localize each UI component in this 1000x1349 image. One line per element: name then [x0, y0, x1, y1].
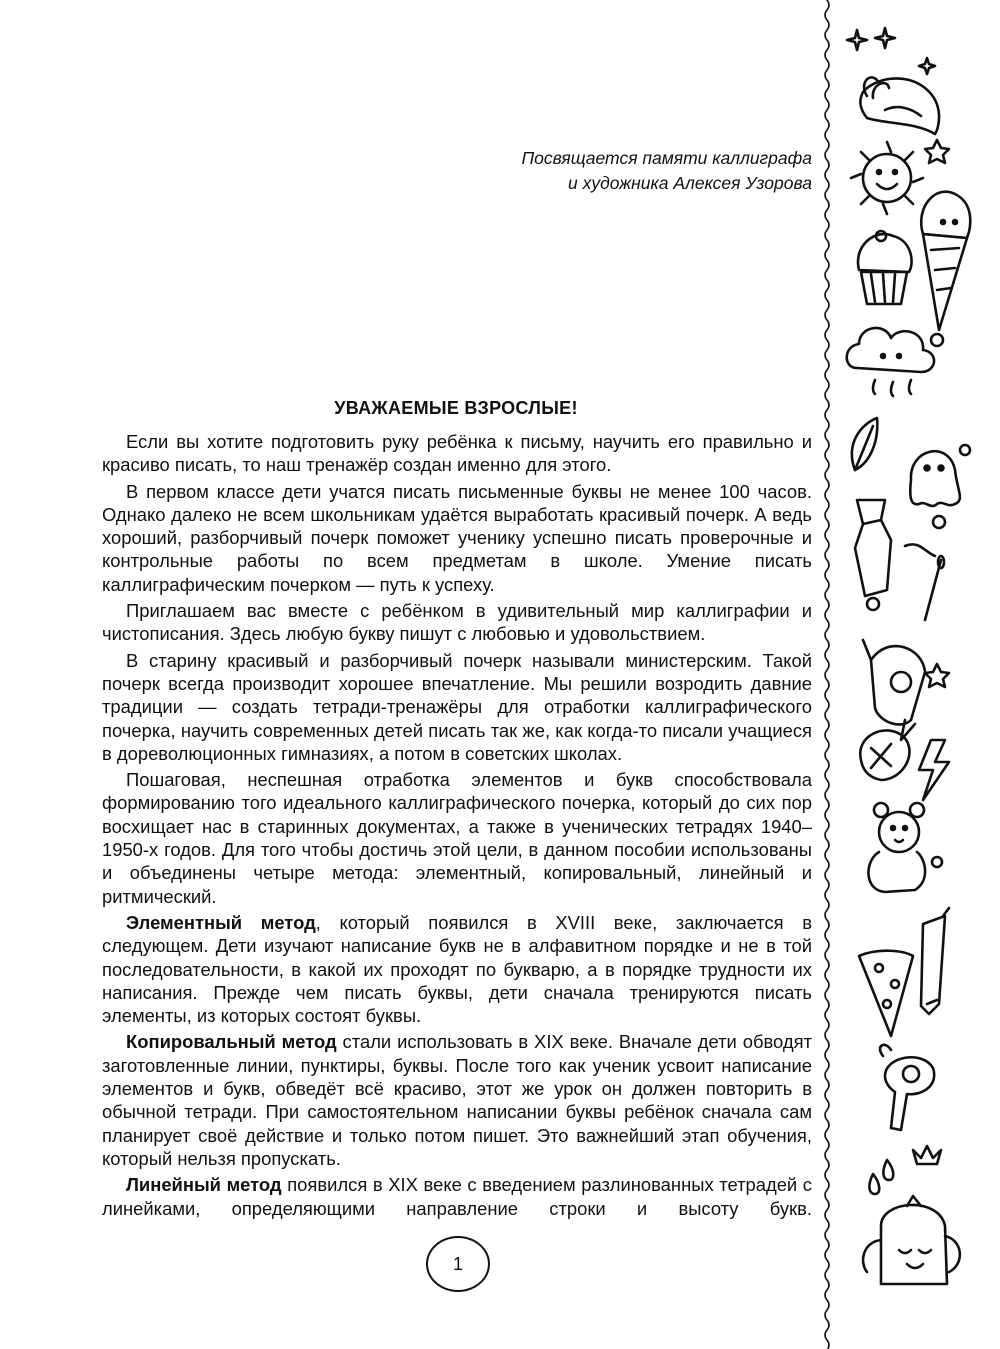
hair-dryer-icon [880, 1045, 934, 1130]
sun-icon [851, 142, 923, 214]
star-icon [925, 140, 949, 163]
dedication [521, 146, 812, 196]
paragraph-element-method: Элементный метод, который появился в XVIII веке, заключается в следующем. Дети изучают написание букв не в алфавитном порядке и не в той последовательности, в какой их проходят по букварю, а в порядке трудности их написания. Прежде чем писать буквы, дети сначала тренируются писать элементы, из которых состоят буквы. [102, 911, 812, 1027]
cloud-icon [847, 328, 934, 396]
ice-cream-icon [921, 192, 970, 330]
page-number: 1 [426, 1236, 490, 1292]
paragraph-1: Если вы хотите подготовить руку ребёнка к письму, научить его правильно и красиво писать, то наш тренажёр создан именно для этого. [102, 431, 812, 476]
bubble-icon [867, 598, 879, 610]
crown-icon [913, 1146, 941, 1164]
paragraph-copy-method: Копировальный метод стали использовать в XIX веке. Вначале дети обводят заготовленные линии, пунктиры, буквы. После того как ученик усвоит написание элементов и букв, обведёт всё красиво, этот же урок он должен повторить в обычной тетради. При самостоятельном написании буквы ребёнок сначала сам планирует своё действие и только потом пишет. Это важнейший этап обучения, который нельзя пропускать. [102, 1031, 812, 1169]
bubble-icon [960, 445, 970, 455]
bubble-icon [933, 516, 945, 528]
sparkle-icon [847, 28, 935, 74]
term-linear-method: Линейный метод [126, 1174, 282, 1196]
term-element-method: Элементный метод [126, 911, 316, 933]
leaf-icon [852, 418, 877, 470]
doodle-border [815, 0, 1000, 1349]
kettle-icon [863, 1196, 960, 1284]
rocket-icon [863, 640, 925, 740]
pen-icon [921, 908, 949, 1014]
bubble-icon [932, 857, 942, 867]
paint-tube-icon [855, 500, 891, 596]
dedication-line-2: и художника Алексея Узорова [567, 173, 812, 193]
paragraph-5: Пошаговая, неспешная отработка элементов и букв способствовала формированию того идеального каллиграфического почерка, который до сих пор восхищает нас в старинных документах, а также в ученических тетрадях 1940–1950-х годов. Для того чтобы достичь этой цели, в данном пособии использованы и объединены четыре метода: элементный, копировальный, линейный и ритмический. [102, 769, 812, 907]
lightning-icon [919, 740, 949, 800]
teddy-bear-icon [868, 803, 925, 892]
drops-icon [869, 1160, 893, 1194]
page-heading: УВАЖАЕМЫЕ ВЗРОСЛЫЕ! [334, 398, 578, 418]
pizza-slice-icon [859, 951, 913, 1036]
paragraph-2: В первом классе дети учатся писать письменные буквы не менее 100 часов. Однако далеко не всем школьникам удаётся выработать красивый почерк. А ведь хороший, разборчивый почерк поможет ученику успешно писать проверочные и контрольные работы по всем предметам в школе. Умение писать каллиграфическим почерком — путь к успеху. [102, 480, 812, 595]
needle-icon [905, 544, 944, 620]
star-icon [925, 664, 949, 687]
cupcake-icon [858, 231, 912, 304]
ghost-icon [910, 451, 960, 506]
paragraph-4: В старину красивый и разборчивый почерк называли министерским. Такой почерк всегда производит хорошее впечатление. Мы решили возродить давние традиции — создать тетради-тренажёры для отработки каллиграфического почерка, научить современных детей писать так же, как когда-то писали учащиеся в дореволюционных гимназиях, а потом в советских школах. [102, 649, 812, 764]
body-text [102, 430, 812, 1220]
paragraph-3: Приглашаем вас вместе с ребёнком в удивительный мир каллиграфии и чистописания. Здесь любую букву пишут с любовью и удовольствием. [102, 600, 812, 645]
beet-icon [860, 77, 939, 134]
paragraph-linear-method: Линейный метод появился в XIX веке с введением разлинованных тетрадей с линейками, определяющими направление строки и высоту букв. [102, 1174, 812, 1219]
bubble-icon [931, 334, 943, 346]
wavy-border-line [825, 0, 829, 1349]
dedication-line-1: Посвящается памяти каллиграфа [521, 148, 812, 168]
term-copy-method: Копировальный метод [126, 1031, 337, 1053]
